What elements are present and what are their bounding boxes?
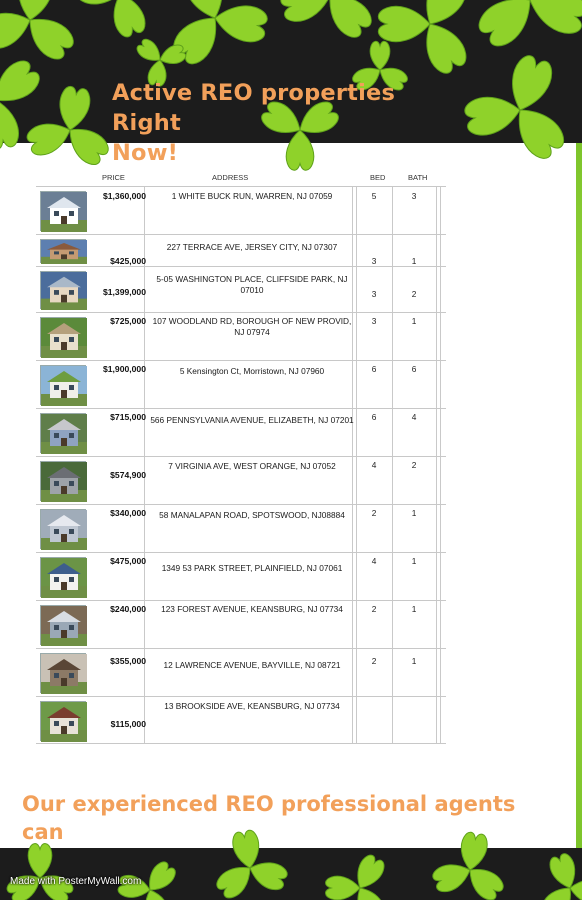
house-photo-estate-lawn-icon (40, 365, 86, 405)
table-row (36, 408, 446, 456)
bed-cell: 5 (371, 191, 377, 201)
house-photo-victorian-icon (40, 461, 86, 501)
address-cell: 7 VIRGINIA AVE, WEST ORANGE, NJ 07052 (168, 461, 336, 471)
bed-cell: 3 (371, 256, 377, 266)
table-row (36, 696, 446, 744)
shamrock-pattern-icon (0, 848, 582, 900)
bath-cell: 1 (411, 256, 417, 266)
address-cell: 13 BROOKSIDE AVE, KEANSBURG, NJ 07734 (164, 701, 340, 711)
bath-cell: 1 (411, 316, 417, 326)
price-cell: $340,000 (110, 508, 146, 518)
page-title-line-2: Now! (112, 140, 179, 166)
bed-cell: 3 (371, 316, 377, 326)
bed-cell: 4 (371, 460, 377, 470)
price-cell: $355,000 (110, 656, 146, 666)
address-cell: 227 TERRACE AVE, JERSEY CITY, NJ 07307 (166, 242, 338, 252)
page-title-line-1: Active REO properties Right (112, 80, 396, 136)
table-row (36, 266, 446, 312)
table-row (36, 234, 446, 266)
house-photo-ranch-winter-icon (40, 509, 86, 549)
price-cell: $475,000 (110, 556, 146, 566)
table-row (36, 186, 446, 234)
table-row (36, 552, 446, 600)
address-cell: 123 FOREST AVENUE, KEANSBURG, NJ 07734 (161, 604, 343, 614)
bed-cell: 6 (371, 412, 377, 422)
price-cell: $115,000 (110, 719, 146, 729)
right-edge-decoration (576, 143, 582, 848)
bath-cell: 1 (411, 508, 417, 518)
house-photo-colonial-icon (40, 317, 86, 357)
house-photo-brick-rowhouse-icon (40, 239, 86, 263)
header-price: PRICE (102, 173, 125, 182)
address-cell: 1 WHITE BUCK RUN, WARREN, NJ 07059 (171, 191, 333, 201)
house-photo-two-story-icon (40, 557, 86, 597)
bed-cell: 3 (371, 289, 377, 299)
address-cell: 12 LAWRENCE AVENUE, BAYVILLE, NJ 08721 (163, 660, 341, 670)
watermark-link[interactable]: Made with PosterMyWall.com (10, 876, 142, 887)
page-title (112, 78, 472, 168)
bath-cell: 1 (411, 656, 417, 666)
top-shamrock-banner (0, 0, 582, 166)
bath-cell: 1 (411, 604, 417, 614)
header-address: ADDRESS (212, 173, 249, 182)
bath-cell: 6 (411, 364, 417, 374)
price-cell: $425,000 (110, 256, 146, 266)
price-cell: $725,000 (110, 316, 146, 326)
bed-cell: 2 (371, 604, 377, 614)
house-photo-multifamily-icon (40, 413, 86, 453)
header-bed: BED (370, 173, 386, 182)
house-photo-wooded-lot-icon (40, 653, 86, 693)
bed-cell: 2 (371, 656, 377, 666)
table-row (36, 360, 446, 408)
price-cell: $1,399,000 (102, 287, 146, 297)
bed-cell: 4 (371, 556, 377, 566)
bath-cell: 3 (411, 191, 417, 201)
table-row (36, 456, 446, 504)
bath-cell: 4 (411, 412, 417, 422)
address-cell: 5 Kensington Ct, Morristown, NJ 07960 (179, 366, 325, 376)
table-row (36, 504, 446, 552)
house-photo-modern-condo-icon (40, 271, 86, 309)
bed-cell: 6 (371, 364, 377, 374)
house-photo-bungalow-icon (40, 701, 86, 741)
address-cell: 566 PENNSYLVANIA AVENUE, ELIZABETH, NJ 07201 (150, 415, 354, 425)
bottom-shamrock-banner (0, 848, 582, 900)
bath-cell: 2 (411, 289, 417, 299)
table-row (36, 600, 446, 648)
house-photo-white-building-icon (40, 191, 86, 231)
header-bath: BATH (408, 173, 428, 182)
address-cell: 5-05 WASHINGTON PLACE, CLIFFSIDE PARK, NJ 07010 (156, 274, 348, 295)
bath-cell: 2 (411, 460, 417, 470)
tagline-line-1: Our experienced REO professional agents can (22, 792, 516, 844)
price-cell: $1,900,000 (102, 364, 146, 374)
property-listings-table (36, 170, 446, 746)
address-cell: 107 WOODLAND RD, BOROUGH OF NEW PROVID, NJ 07974 (152, 316, 352, 337)
table-header (36, 170, 446, 186)
price-cell: $1,360,000 (102, 191, 146, 201)
bed-cell: 2 (371, 508, 377, 518)
table-row (36, 648, 446, 696)
address-cell: 1349 53 PARK STREET, PLAINFIELD, NJ 07061 (161, 563, 343, 573)
price-cell: $240,000 (110, 604, 146, 614)
house-photo-cape-cod-icon (40, 605, 86, 645)
address-cell: 58 MANALAPAN ROAD, SPOTSWOOD, NJ08884 (159, 510, 345, 520)
bath-cell: 1 (411, 556, 417, 566)
price-cell: $574,900 (110, 470, 146, 480)
table-row (36, 312, 446, 360)
price-cell: $715,000 (110, 412, 146, 422)
